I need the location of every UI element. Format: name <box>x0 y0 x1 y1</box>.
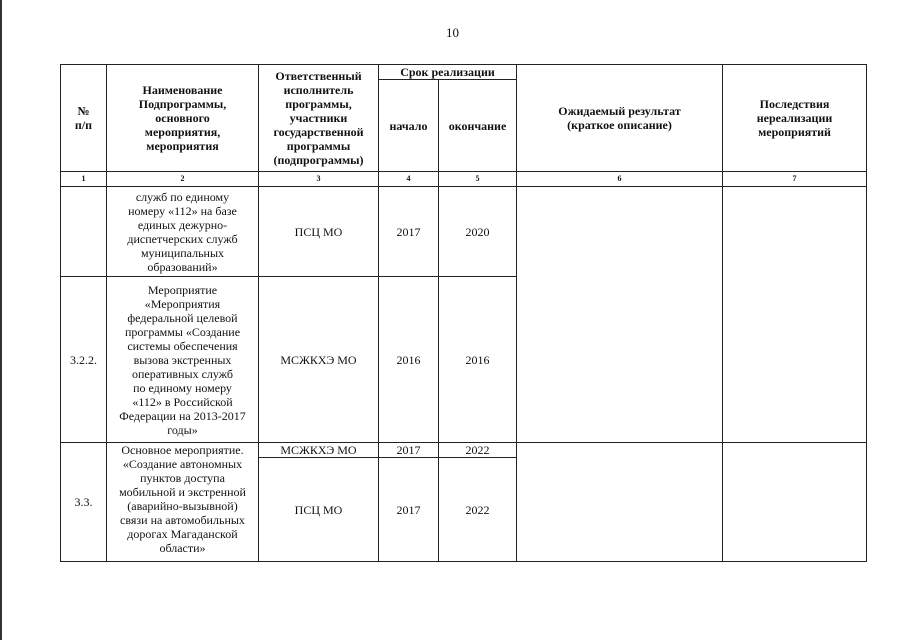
row-result <box>517 187 723 443</box>
row-name: служб по единому номеру «112» на базе единых дежурно- диспетчерских служб муниципальных образований» <box>107 187 259 277</box>
program-table <box>60 64 867 562</box>
row-responsible: МСЖКХЭ МО <box>259 443 379 458</box>
row-consequences <box>723 187 867 443</box>
header-consequences: Последствия нереализации мероприятий <box>723 65 867 172</box>
row-responsible: ПСЦ МО <box>259 458 379 562</box>
header-num: № п/п <box>61 65 107 172</box>
table-row <box>61 443 867 458</box>
row-num <box>61 187 107 277</box>
row-end: 2020 <box>439 187 517 277</box>
header-responsible: Ответственный исполнитель программы, участники государственной программы (подпрограммы) <box>259 65 379 172</box>
column-number: 5 <box>439 172 517 187</box>
row-end: 2022 <box>439 443 517 458</box>
row-start: 2017 <box>379 187 439 277</box>
row-num: 3.3. <box>61 443 107 562</box>
row-consequences <box>723 443 867 562</box>
row-name: Основное мероприятие. «Создание автономных пунктов доступа мобильной и экстренной (аварийно-вызывной) связи на автомобильных дорогах Магаданской области» <box>107 443 259 562</box>
row-num: 3.2.2. <box>61 277 107 443</box>
row-responsible: ПСЦ МО <box>259 187 379 277</box>
row-name: Мероприятие «Мероприятия федеральной целевой программы «Создание системы обеспечения вызова экстренных оперативных служб по единому номеру «112» в Российской Федерации на 2013-2017 годы» <box>107 277 259 443</box>
column-number: 7 <box>723 172 867 187</box>
column-number: 4 <box>379 172 439 187</box>
column-number: 6 <box>517 172 723 187</box>
page-left-border <box>0 0 2 640</box>
row-start: 2017 <box>379 443 439 458</box>
column-number: 2 <box>107 172 259 187</box>
header-period: Срок реализации <box>379 65 517 80</box>
row-start: 2016 <box>379 277 439 443</box>
column-number: 1 <box>61 172 107 187</box>
row-end: 2022 <box>439 458 517 562</box>
column-number: 3 <box>259 172 379 187</box>
header-end: окончание <box>439 80 517 172</box>
page-number: 10 <box>446 25 459 40</box>
header-start: начало <box>379 80 439 172</box>
row-start: 2017 <box>379 458 439 562</box>
header-name: Наименование Подпрограммы, основного мероприятия, мероприятия <box>107 65 259 172</box>
row-result <box>517 443 723 562</box>
row-end: 2016 <box>439 277 517 443</box>
table-row <box>61 187 867 277</box>
header-result: Ожидаемый результат (краткое описание) <box>517 65 723 172</box>
row-responsible: МСЖКХЭ МО <box>259 277 379 443</box>
